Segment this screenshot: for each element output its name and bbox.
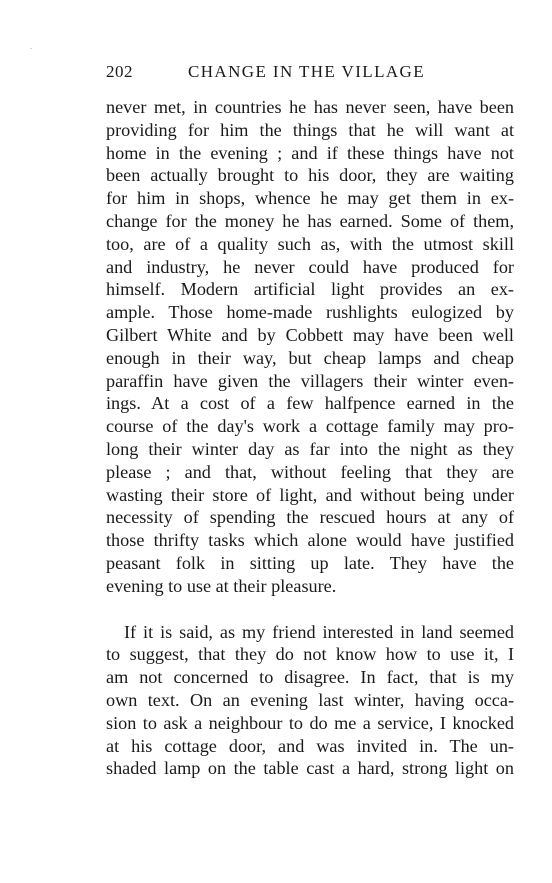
page-number: 202	[106, 62, 133, 81]
text-line: at his cottage door, and was invited in. The un-	[106, 735, 514, 756]
text-line: necessity of spending the rescued hours at any of	[106, 507, 514, 528]
text-line: too, are of a quality such as, with the utmost skill	[106, 233, 514, 254]
text-line: Gilbert White and by Cobbett may have been well	[106, 324, 514, 345]
text-line: If it is said, as my friend interested in land seemed	[124, 621, 514, 642]
text-line: wasting their store of light, and without being under	[106, 484, 514, 505]
paragraph-1	[106, 96, 514, 598]
text-line: sion to ask a neighbour to do me a service, I knocked	[106, 712, 514, 733]
text-line: own text. On an evening last winter, having occa-	[106, 689, 514, 710]
body-text	[106, 96, 514, 780]
text-line: enough in their way, but cheap lamps and cheap	[106, 347, 514, 368]
text-line: long their winter day as far into the night as they	[106, 438, 514, 459]
text-line: never met, in countries he has never seen, have been	[106, 97, 514, 117]
text-line: providing for him the things that he will want at	[106, 119, 514, 140]
text-line: paraffin have given the villagers their winter even-	[106, 370, 514, 391]
text-line: please ; and that, without feeling that they are	[106, 461, 514, 482]
text-line: evening to use at their pleasure.	[106, 575, 337, 596]
text-line: himself. Modern artificial light provides an ex-	[106, 279, 514, 300]
paragraph-gap	[106, 598, 514, 621]
running-head	[106, 62, 514, 84]
paragraph-2	[106, 621, 514, 781]
running-title: CHANGE IN THE VILLAGE	[188, 62, 425, 81]
text-line: been actually brought to his door, they are waiting	[106, 165, 514, 186]
text-line: shaded lamp on the table cast a hard, strong light on	[106, 758, 514, 779]
paper-speck	[30, 48, 32, 49]
text-line: ings. At a cost of a few halfpence earned in the	[106, 393, 514, 414]
text-line: those thrifty tasks which alone would have justified	[106, 530, 514, 551]
text-line: ample. Those home-made rushlights eulogized by	[106, 302, 514, 323]
text-line: am not concerned to disagree. In fact, that is my	[106, 667, 514, 688]
text-line: and industry, he never could have produced for	[106, 256, 514, 277]
text-line: change for the money he has earned. Some of them,	[106, 210, 514, 231]
text-line: to suggest, that they do not know how to use it, I	[106, 644, 514, 665]
text-line: home in the evening ; and if these things have not	[106, 142, 514, 163]
text-line: for him in shops, whence he may get them in ex-	[106, 188, 514, 209]
text-line: peasant folk in sitting up late. They have the	[106, 552, 514, 573]
text-line: course of the day's work a cottage family may pro-	[106, 416, 514, 437]
